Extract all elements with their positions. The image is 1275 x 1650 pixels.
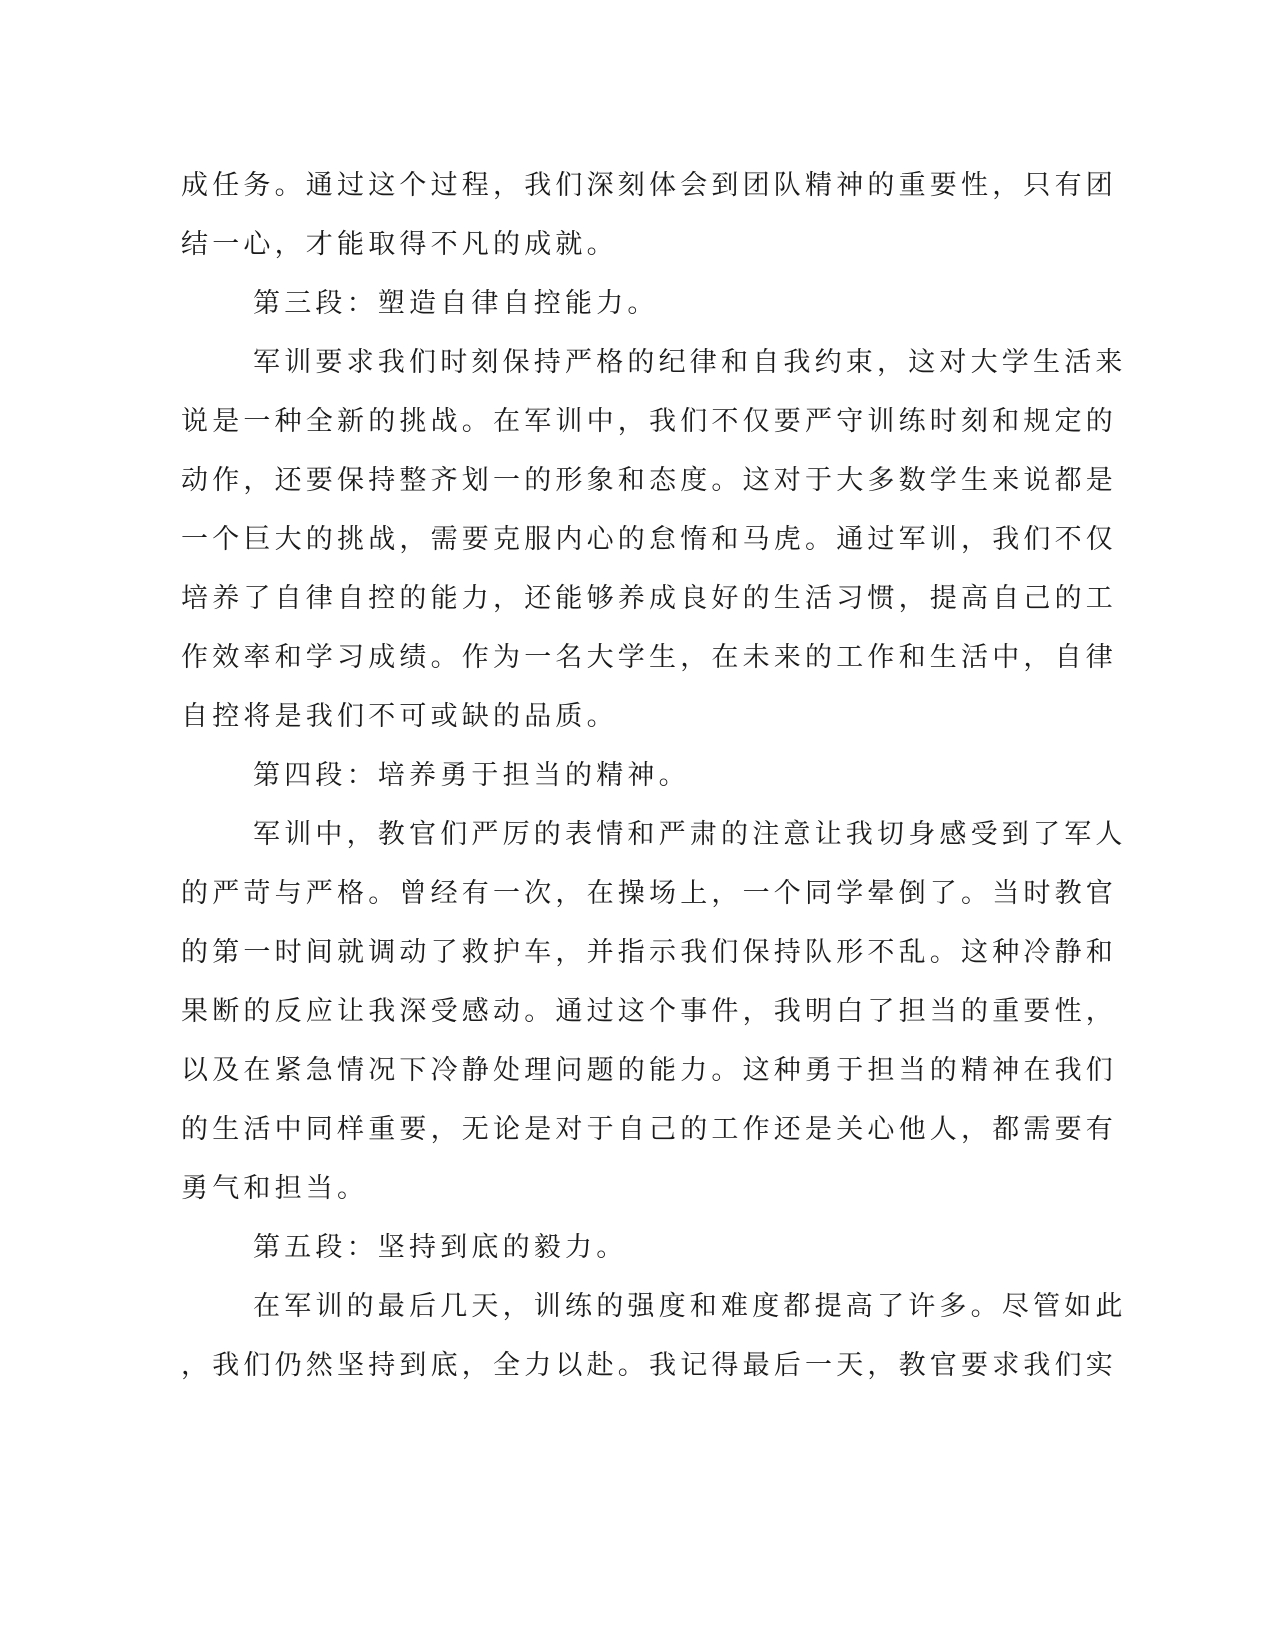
text-line: 说是一种全新的挑战。在军训中，我们不仅要严守训练时刻和规定的 (181, 406, 1117, 437)
text-line: 的严苛与严格。曾经有一次，在操场上，一个同学晕倒了。当时教官 (181, 878, 1117, 909)
text-line: 成任务。通过这个过程，我们深刻体会到团队精神的重要性，只有团 (181, 170, 1117, 201)
text-line: 一个巨大的挑战，需要克服内心的怠惰和马虎。通过军训，我们不仅 (181, 524, 1117, 555)
text-line: 军训中，教官们严厉的表情和严肃的注意让我切身感受到了军人 (253, 819, 1127, 850)
text-line: 果断的反应让我深受感动。通过这个事件，我明白了担当的重要性， (181, 996, 1117, 1027)
text-line: 勇气和担当。 (181, 1173, 369, 1204)
text-line: 在军训的最后几天，训练的强度和难度都提高了许多。尽管如此 (253, 1291, 1127, 1322)
text-line: 动作，还要保持整齐划一的形象和态度。这对于大多数学生来说都是 (181, 465, 1117, 496)
text-line: 的生活中同样重要，无论是对于自己的工作还是关心他人，都需要有 (181, 1114, 1117, 1145)
text-line: 的第一时间就调动了救护车，并指示我们保持队形不乱。这种冷静和 (181, 937, 1117, 968)
text-line: 培养了自律自控的能力，还能够养成良好的生活习惯，提高自己的工 (181, 583, 1117, 614)
text-line: 自控将是我们不可或缺的品质。 (181, 701, 618, 732)
text-line: 作效率和学习成绩。作为一名大学生，在未来的工作和生活中，自律 (181, 642, 1117, 673)
section-heading: 第五段：坚持到底的毅力。 (253, 1232, 628, 1263)
text-line: ，我们仍然坚持到底，全力以赴。我记得最后一天，教官要求我们实 (181, 1350, 1117, 1381)
section-heading: 第四段：培养勇于担当的精神。 (253, 760, 690, 791)
text-line: 军训要求我们时刻保持严格的纪律和自我约束，这对大学生活来 (253, 347, 1127, 378)
text-line: 结一心，才能取得不凡的成就。 (181, 229, 618, 260)
text-line: 以及在紧急情况下冷静处理问题的能力。这种勇于担当的精神在我们 (181, 1055, 1117, 1086)
section-heading: 第三段：塑造自律自控能力。 (253, 288, 659, 319)
